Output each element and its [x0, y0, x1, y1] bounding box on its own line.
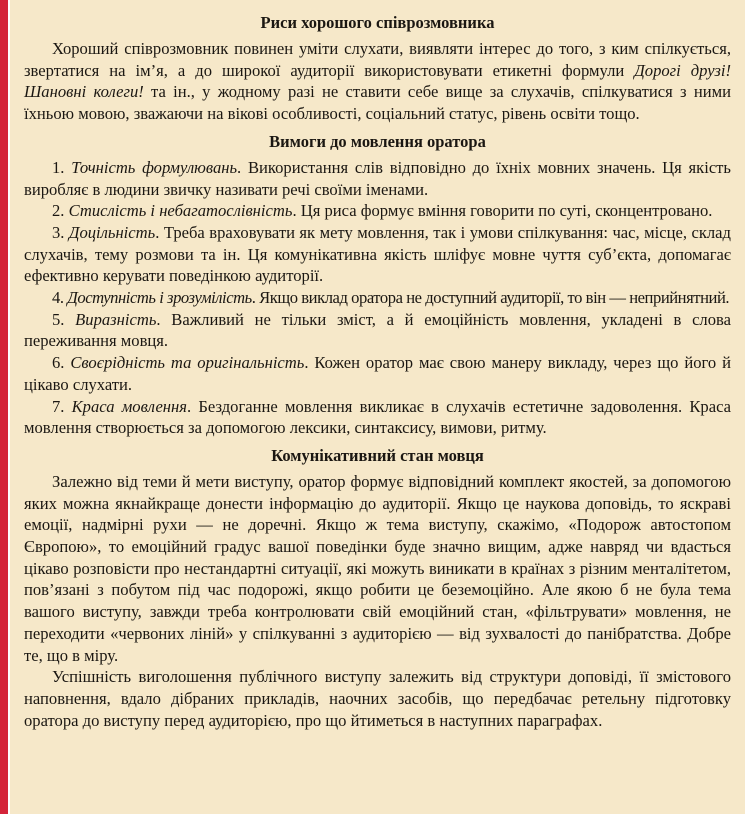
text-run: . Важливий не тільки зміст, а й емоційність мовлення, укладені в слова переживання мовця. [24, 309, 731, 351]
paragraph [24, 666, 731, 731]
section-title: Комунікативний стан мовця [271, 445, 484, 465]
paragraph [24, 471, 731, 666]
text-run: Успішність виголошення публічного виступу залежить від структури доповіді, її змістового наповнення, вдало дібраних прикладів, наочних засобів, що передбачає ретельну підготовку оратора до виступу перед аудиторією, про що йтиметься в наступних параграфах. [24, 667, 731, 730]
section-title: Вимоги до мовлення оратора [269, 131, 486, 151]
italic-term: Стислість і небагатослівність [68, 201, 293, 221]
italic-term: Своєрідність та оригінальність [70, 353, 305, 373]
section-title: Риси хорошого співрозмовника [260, 13, 495, 32]
italic-term: Точність формулювань [71, 157, 238, 177]
italic-term: Виразність [75, 309, 157, 329]
text-run: . Треба враховувати як мету мовлення, так і умови спілкування: час, місце, склад слухачів, тему розмови та ін. Ця комунікативна якість шліфує мовне чуття суб’єкта, допомагає ефективно керувати поведінкою аудиторії. [24, 222, 731, 286]
text-run: 1. [52, 157, 72, 177]
text-run: 2. [52, 201, 69, 221]
text-run: 6. [52, 353, 71, 373]
section-3 [24, 445, 731, 731]
text-run: 4. [52, 288, 68, 308]
section-2 [24, 131, 731, 439]
text-run: . Якщо виклад оратора не доступний аудиторії, то він — неприйнятний. [251, 288, 730, 308]
text-run: та ін., у жодному разі не ставити себе вище за слухачів, спілкуватися з ними їхньою мовою, зважаючи на вікові особливості, соціальний статус, рівень освіти тощо. [24, 82, 731, 124]
section-1 [24, 12, 731, 125]
paragraph [24, 352, 731, 395]
text-run: 5. [52, 309, 76, 329]
italic-term: Дорогі друзі! Шановні колеги! [24, 60, 731, 102]
left-accent-bar [0, 0, 8, 814]
paragraph [24, 157, 731, 200]
text-panel [10, 0, 745, 814]
italic-term: Доступність і зрозумілість [67, 288, 252, 308]
paragraph [24, 200, 731, 222]
text-run: 3. [52, 222, 69, 242]
text-run: Залежно від теми й мети виступу, оратор формує відповідний комплект якостей, за допомогою яких можна якнайкраще донести інформацію до аудиторії. Якщо це наукова доповідь, то яскраві емоції, надмірні рухи — не доречні. Якщо ж тема виступу, скажімо, «Подорож автостопом Європою», то емоційний градус вашої поведінки буде значно вищим, адже навряд чи вдасться цікаво розповісти про нестандартні ситуації, які можуть виникати в країнах з різним менталітетом, пов’язані з побутом під час подорожі, якщо робити це беземоційно. Але якою б не була тема вашого виступу, завжди треба контролювати свій емоційний стан, «фільтрувати» мовлення, не переходити «червоних ліній» у спілкуванні з аудиторією — від зухвалості до панібратства. Добре те, що в міру. [24, 471, 731, 665]
italic-term: Краса мовлення [71, 396, 187, 416]
text-run: . Використання слів відповідно до їхніх мовних значень. Ця якість виробляє в людини звичку називати речі своїми іменами. [24, 157, 731, 199]
paragraph [24, 309, 731, 352]
paragraph [24, 222, 731, 287]
paragraph [24, 38, 731, 125]
paragraph [24, 396, 731, 439]
text-run: . Бездоганне мовлення викликає в слухачів естетичне задоволення. Краса мовлення створюється за допомогою лексики, синтаксису, вимови, ритму. [24, 396, 732, 438]
text-run: . Ця риса формує вміння говорити по суті, сконцентровано. [292, 201, 713, 221]
text-run: 7. [52, 396, 72, 416]
text-run: . Кожен оратор має свою манеру викладу, через що його й цікаво слухати. [24, 353, 731, 394]
italic-term: Доцільність [68, 222, 156, 242]
text-run: Хороший співрозмовник повинен уміти слухати, виявляти інтерес до того, з ким спілкується, звертатися на ім’я, а до широкої аудиторії використовувати етикетні формули [24, 39, 731, 80]
paragraph [24, 287, 731, 309]
